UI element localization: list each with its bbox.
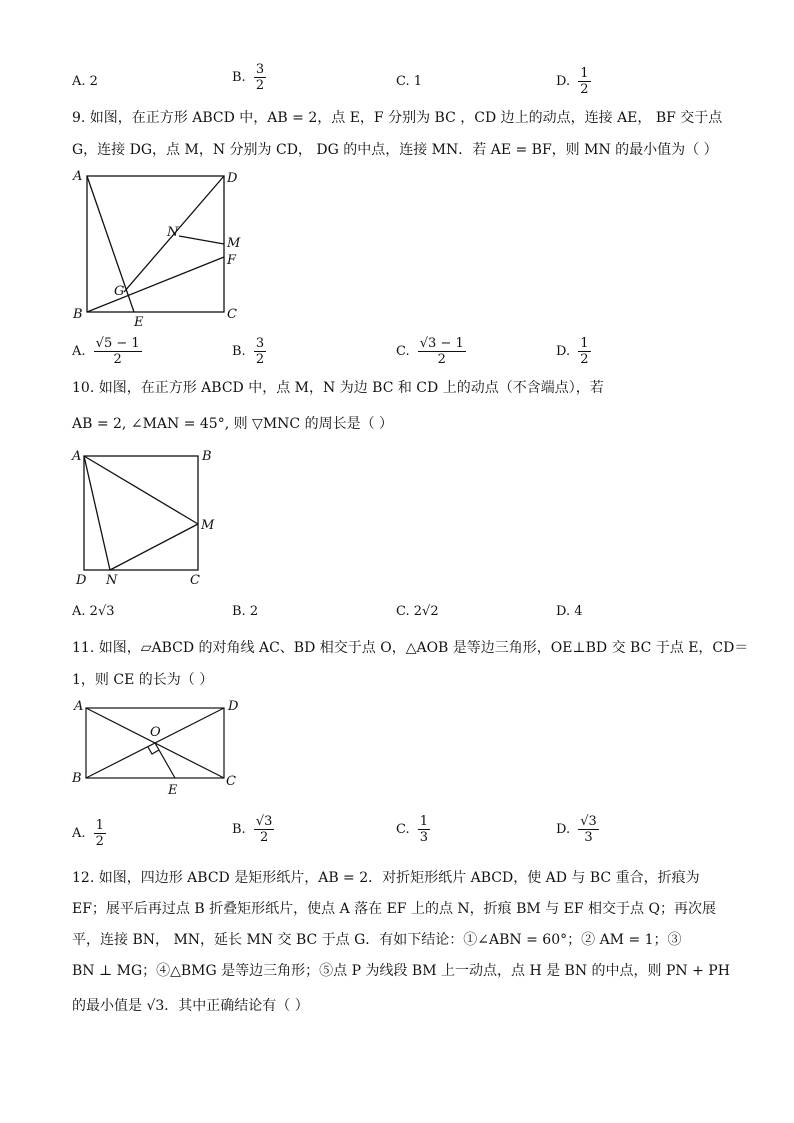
q9-figure (70, 166, 250, 332)
numerator: 1 (580, 66, 589, 81)
q10-option-a[interactable] (72, 604, 115, 619)
fraction (94, 336, 142, 367)
fraction (418, 336, 466, 367)
label-d: D (76, 573, 87, 588)
q11-text-line2: 1，则 CE 的长为（ ） (72, 672, 214, 688)
label-e: E (134, 315, 144, 330)
q9-option-a[interactable] (72, 336, 142, 367)
q9-option-d[interactable] (556, 336, 591, 367)
option-value: 2 (249, 604, 259, 619)
q10-figure (70, 444, 230, 590)
numerator: 1 (419, 814, 429, 829)
numerator: √3 (580, 814, 597, 829)
label-c: C (226, 774, 236, 789)
option-label: C. (396, 822, 410, 837)
q9-text-line1: 9. 如图，在正方形 ABCD 中，AB = 2，点 E，F 分别为 BC ，CD 边上的动点，连接 AE， BF 交于点 (72, 110, 723, 126)
fraction (254, 336, 266, 367)
fraction (254, 814, 275, 845)
fraction (254, 62, 266, 93)
label-o: O (150, 725, 161, 740)
option-value: 2√3 (89, 604, 115, 619)
option-label: C. (396, 344, 410, 359)
denominator: 2 (95, 834, 104, 849)
label-a: A (72, 449, 82, 464)
q9-option-b[interactable] (232, 336, 266, 367)
label-d: D (227, 171, 238, 186)
label-n: N (106, 573, 118, 588)
denominator: 3 (584, 830, 593, 845)
q11-option-a[interactable] (72, 818, 106, 849)
q8-option-b[interactable] (232, 62, 266, 93)
q10-option-b[interactable] (232, 604, 258, 619)
label-g: G (114, 284, 125, 299)
denominator: 2 (113, 352, 122, 367)
denominator: 2 (580, 82, 589, 97)
fraction (578, 66, 590, 97)
option-label: C. (396, 74, 410, 89)
q12-text-line4: BN ⊥ MG；④△BMG 是等边三角形；⑤点 P 为线段 BM 上一动点，点 H 是 BN 的中点，则 PN + PH (72, 963, 730, 979)
q10-text-line2: AB = 2, ∠MAN = 45°, 则 ▽MNC 的周长是（ ） (72, 416, 394, 432)
option-value: 4 (574, 604, 583, 619)
label-d: D (228, 699, 239, 714)
numerator: √3 (255, 814, 273, 829)
q11-option-c[interactable] (396, 814, 430, 845)
denominator: 2 (255, 352, 265, 367)
denominator: 2 (259, 830, 269, 845)
q8-option-d[interactable] (556, 66, 591, 97)
label-a: A (74, 699, 84, 714)
fraction (94, 818, 106, 849)
label-m: M (227, 236, 241, 251)
numerator: √5 − 1 (95, 336, 140, 351)
q10-option-c[interactable] (396, 604, 439, 619)
option-label: A. (72, 74, 86, 89)
label-m: M (201, 518, 215, 533)
label-f: F (227, 253, 237, 268)
label-c: C (190, 573, 200, 588)
q11-option-b[interactable] (232, 814, 274, 845)
label-e: E (168, 783, 178, 798)
option-label: B. (232, 70, 246, 85)
q12-text-line2: EF；展平后再过点 B 折叠矩形纸片，使点 A 落在 EF 上的点 N，折痕 BM 与 EF 相交于点 Q；再次展 (72, 901, 716, 917)
option-label: A. (72, 344, 86, 359)
numerator: 1 (95, 818, 104, 833)
fraction (418, 814, 430, 845)
denominator: 2 (437, 352, 446, 367)
numerator: 3 (255, 62, 265, 77)
label-b: B (72, 771, 82, 786)
option-label: B. (232, 344, 246, 359)
q11-text-line1: 11. 如图，▱ABCD 的对角线 AC、BD 相交于点 O，△AOB 是等边三角形，OE⊥BD 交 BC 于点 E，CD＝ (72, 640, 749, 656)
option-value: 2 (89, 74, 98, 89)
fraction (578, 814, 599, 845)
denominator: 2 (255, 78, 265, 93)
option-label: C. (396, 604, 410, 619)
q9-text-line2: G，连接 DG，点 M，N 分别为 CD， DG 的中点，连接 MN．若 AE = BF，则 MN 的最小值为（ ） (72, 142, 718, 158)
q11-option-d[interactable] (556, 814, 599, 845)
q11-figure (70, 696, 250, 800)
option-label: D. (556, 74, 571, 89)
q9-option-c[interactable] (396, 336, 466, 367)
q12-text-line5: 的最小值是 √3．其中正确结论有（ ） (72, 998, 309, 1014)
denominator: 2 (580, 352, 589, 367)
q8-option-c[interactable] (396, 74, 422, 89)
q10-text-line1: 10. 如图，在正方形 ABCD 中，点 M，N 为边 BC 和 CD 上的动点（不含端点），若 (72, 380, 604, 396)
option-label: D. (556, 344, 571, 359)
numerator: 1 (580, 336, 589, 351)
option-value: 1 (413, 74, 423, 89)
label-c: C (227, 307, 237, 322)
label-a: A (73, 169, 83, 184)
label-b: B (73, 307, 83, 322)
option-label: D. (556, 822, 571, 837)
label-n: N (167, 225, 179, 240)
label-b: B (202, 449, 212, 464)
option-label: A. (72, 604, 86, 619)
fraction (578, 336, 590, 367)
option-label: D. (556, 604, 571, 619)
numerator: √3 − 1 (419, 336, 464, 351)
q12-text-line3: 平，连接 BN， MN，延长 MN 交 BC 于点 G．有如下结论：①∠ABN = 60°；② AM = 1；③ (72, 932, 682, 948)
q12-text-line1: 12. 如图，四边形 ABCD 是矩形纸片，AB = 2．对折矩形纸片 ABCD，使 AD 与 BC 重合，折痕为 (72, 870, 700, 886)
denominator: 3 (419, 830, 429, 845)
option-label: B. (232, 604, 246, 619)
option-label: B. (232, 822, 246, 837)
numerator: 3 (255, 336, 265, 351)
option-value: 2√2 (413, 604, 439, 619)
option-label: A. (72, 826, 86, 841)
q10-option-d[interactable] (556, 604, 583, 619)
q8-option-a[interactable] (72, 74, 98, 89)
